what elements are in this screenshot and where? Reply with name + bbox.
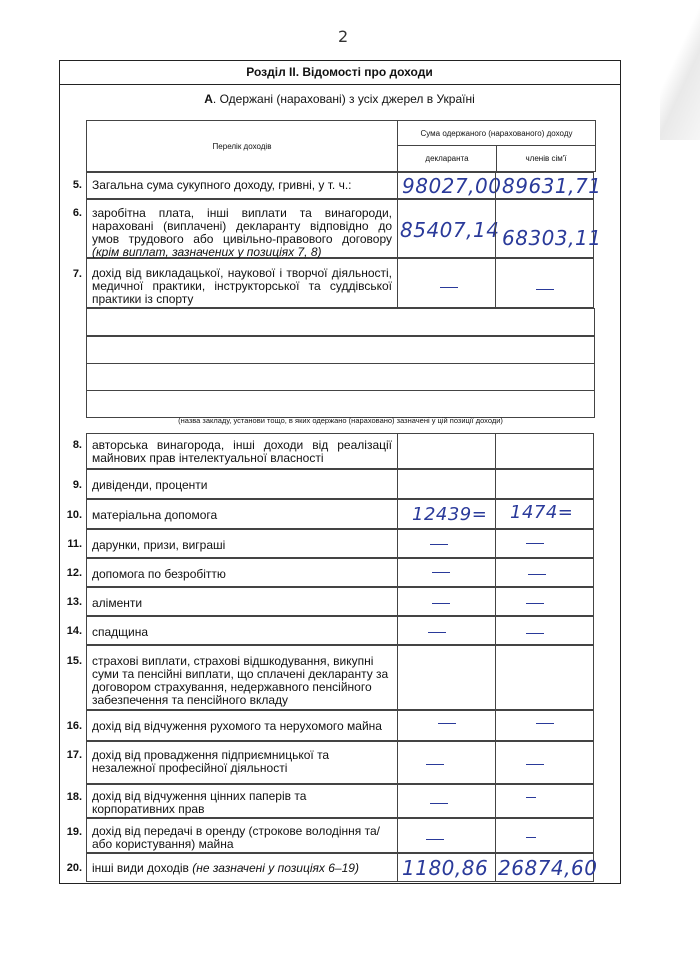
- table-row: [59, 853, 620, 882]
- row-description: дохід від передачі в оренду (строкове володіння та/або користування) майна: [86, 818, 397, 853]
- row-description: допомога по безробіттю: [86, 558, 397, 587]
- row-description: дохід від викладацької, наукової і творчої діяльності, медичної практики, інструкторської та суддівської практики із спорту: [86, 258, 397, 308]
- row-description: Загальна сума сукупного доходу, гривні, у т. ч.:: [86, 172, 397, 199]
- header-family-label: членів сім'ї: [496, 145, 596, 172]
- table-row: [59, 818, 620, 853]
- declarant-cell: [397, 199, 500, 258]
- row-description: [86, 199, 397, 258]
- table-row: [59, 258, 620, 308]
- row-description: дарунки, призи, виграші: [86, 529, 397, 558]
- declarant-dash: [426, 839, 444, 840]
- declarant-cell: [397, 645, 495, 710]
- row-number: 12.: [66, 567, 82, 579]
- row-description: [86, 853, 397, 882]
- row-description: дохід від відчуження цінних паперів та корпоративних прав: [86, 784, 397, 818]
- declarant-cell: [397, 433, 495, 469]
- table-row: [59, 529, 620, 558]
- header-declarant-label: декларанта: [397, 145, 497, 172]
- table-row: [59, 741, 620, 784]
- institution-blank-line[interactable]: [86, 336, 595, 364]
- row-description: дивіденди, проценти: [86, 469, 397, 499]
- row-number: 15.: [66, 655, 82, 667]
- subsection-title: [59, 92, 620, 106]
- row-description-text: заробітна плата, інші виплати та винагороди, нараховані (виплачені) декларанту відповідно до умов трудового або цивільно-правового договору: [92, 206, 392, 246]
- declarant-dash: [430, 803, 448, 804]
- family-cell: [495, 645, 594, 710]
- family-value: 26874,60: [498, 856, 598, 880]
- declarant-dash: [438, 723, 456, 724]
- table-row: [59, 784, 620, 818]
- page-edge-shadow: [660, 0, 700, 140]
- family-cell: [495, 469, 594, 499]
- table-row: [59, 587, 620, 616]
- family-dash: [526, 764, 544, 765]
- row-description: дохід від відчуження рухомого та нерухомого майна: [86, 710, 397, 741]
- declarant-cell: [397, 587, 495, 616]
- declarant-cell: [397, 469, 495, 499]
- row-number: 20.: [66, 862, 82, 874]
- family-cell: [495, 616, 594, 645]
- declarant-cell: [397, 529, 495, 558]
- row-description: спадщина: [86, 616, 397, 645]
- declarant-dash: [432, 572, 450, 573]
- declarant-cell: [397, 853, 495, 882]
- table-row: [59, 616, 620, 645]
- subsection-letter: А: [204, 92, 213, 106]
- family-cell: [495, 433, 594, 469]
- institution-blank-line[interactable]: [86, 390, 595, 418]
- family-cell: [495, 784, 594, 818]
- declarant-dash: [428, 632, 446, 633]
- table-row: [59, 558, 620, 587]
- table-row: [59, 172, 620, 199]
- family-cell: [495, 529, 594, 558]
- row-description: матеріальна допомога: [86, 499, 397, 529]
- declarant-value: 12439=: [412, 504, 488, 525]
- row-number: 10.: [66, 509, 82, 521]
- family-dash: [526, 543, 544, 544]
- family-dash: [536, 723, 554, 724]
- declarant-cell: [397, 172, 502, 199]
- row-number: 16.: [66, 720, 82, 732]
- row-description-text: інші види доходів: [92, 861, 189, 875]
- row-description-note: (крім виплат, зазначених у позиціях 7, 8): [92, 245, 322, 259]
- declarant-dash: [440, 287, 458, 288]
- declarant-cell: [397, 784, 495, 818]
- family-cell: [495, 853, 598, 882]
- table-row: [59, 645, 620, 710]
- family-cell: [495, 199, 602, 258]
- family-cell: [495, 258, 594, 308]
- declarant-dash: [426, 764, 444, 765]
- family-value: 89631,71: [502, 174, 602, 198]
- header-list-label: Перелік доходів: [86, 120, 398, 172]
- row-number: 6.: [72, 207, 82, 219]
- institution-blank-line[interactable]: [86, 363, 595, 391]
- page-number: 2: [338, 27, 349, 46]
- declarant-value: 85407,14: [400, 218, 500, 242]
- row-description: авторська винагорода, інші доходи від реалізації майнових прав інтелектуальної власності: [86, 433, 397, 469]
- row-number: 8.: [72, 439, 82, 451]
- row-description: страхові виплати, страхові відшкодування, викупні суми та пенсійні виплати, що сплачені декларанту за договором страхування, недержавного пенсійного забезпечення та пенсійного вкладу: [86, 645, 397, 710]
- table-row: [59, 499, 620, 529]
- declarant-dash: [432, 603, 450, 604]
- institution-caption: (назва закладу, установи тощо, в яких одержано (нараховано) зазначені у цій позиції доходи): [178, 416, 503, 425]
- table-row: [59, 199, 620, 258]
- section-title: Розділ II. Відомості про доходи: [59, 60, 620, 85]
- row-number: 11.: [67, 538, 82, 550]
- family-cell: [495, 818, 594, 853]
- declarant-cell: [397, 499, 495, 529]
- row-number: 7.: [72, 268, 82, 280]
- subsection-text: . Одержані (нараховані) з усіх джерел в Україні: [212, 92, 475, 106]
- declarant-cell: [397, 558, 495, 587]
- family-dash: [526, 603, 544, 604]
- family-cell: [495, 741, 594, 784]
- row-number: 18.: [66, 791, 82, 803]
- family-cell: [495, 499, 594, 529]
- row-number: 17.: [66, 749, 82, 761]
- row-number: 14.: [66, 625, 82, 637]
- institution-blank-line[interactable]: [86, 308, 595, 336]
- row-number: 5.: [72, 179, 82, 191]
- row-description: аліменти: [86, 587, 397, 616]
- row-number: 19.: [66, 826, 82, 838]
- table-row: [59, 710, 620, 741]
- declarant-cell: [397, 710, 495, 741]
- family-dash: [526, 797, 536, 798]
- row-number: 9.: [72, 479, 82, 491]
- family-dash: [526, 837, 536, 838]
- family-cell: [495, 587, 594, 616]
- family-value: 1474=: [510, 502, 574, 523]
- family-dash: [536, 289, 554, 290]
- declarant-cell: [397, 616, 495, 645]
- row-description-note: (не зазначені у позиціях 6–19): [192, 861, 359, 875]
- declarant-dash: [430, 544, 448, 545]
- family-cell: [495, 710, 594, 741]
- declarant-cell: [397, 818, 495, 853]
- declarant-value: 98027,00: [402, 174, 502, 198]
- family-dash: [526, 633, 544, 634]
- family-dash: [528, 574, 546, 575]
- row-description: дохід від провадження підприємницької та незалежної професійної діяльності: [86, 741, 397, 784]
- table-row: [59, 433, 620, 469]
- family-cell: [495, 172, 602, 199]
- family-cell: [495, 558, 594, 587]
- header-amount-label: Сума одержаного (нарахованого) доходу: [397, 120, 596, 146]
- table-row: [59, 469, 620, 499]
- declarant-value: 1180,86: [402, 856, 489, 880]
- family-value: 68303,11: [502, 226, 602, 250]
- declarant-cell: [397, 741, 495, 784]
- row-number: 13.: [66, 596, 82, 608]
- declarant-cell: [397, 258, 495, 308]
